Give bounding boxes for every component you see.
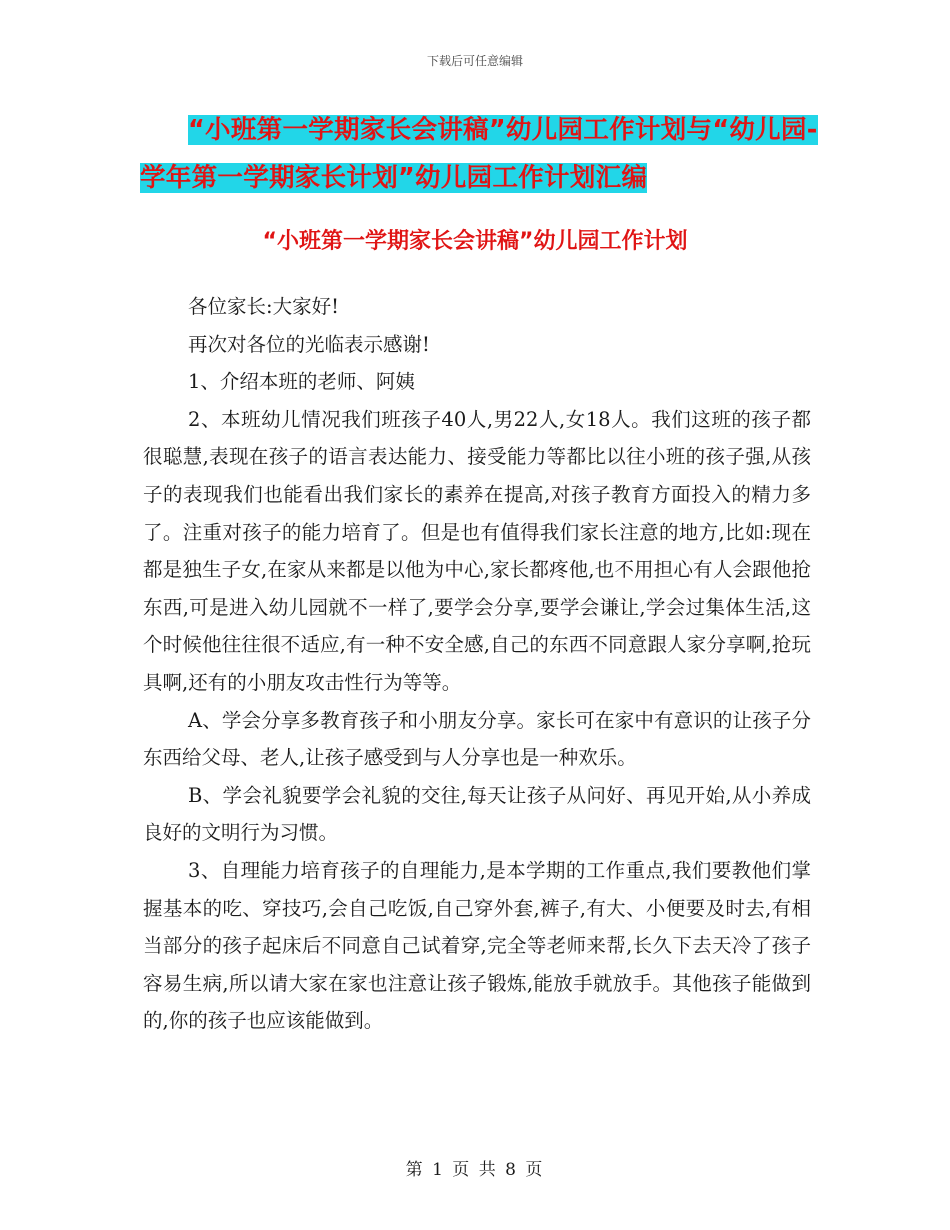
section-title: “小班第一学期家长会讲稿”幼儿园工作计划: [262, 229, 688, 254]
paragraph-item-1: 1、介绍本班的老师、阿姨: [188, 370, 415, 394]
main-title-text: “小班第一学期家长会讲稿”幼儿园工作计划与“幼儿园-学年第一学期家长计划”幼儿园工作计划汇编: [140, 115, 818, 193]
paragraph-item-b: B、学会礼貌要学会礼貌的交往,每天让孩子从问好、再见开始,从小养成良好的文明行为习惯。: [143, 783, 811, 845]
document-main-title: [140, 106, 840, 202]
document-body: [143, 288, 811, 1040]
paragraph-item-3: 3、自理能力培育孩子的自理能力,是本学期的工作重点,我们要教他们掌握基本的吃、穿技巧,会自己吃饭,自己穿外套,裤子,有大、小便要及时去,有相当部分的孩子起床后不同意自己试着穿,完全等老师来帮,长久下去天冷了孩子容易生病,所以请大家在家也注意让孩子锻炼,能放手就放手。其他孩子能做到的,你的孩子也应该能做到。: [143, 858, 811, 1033]
paragraph-greeting: 各位家长:大家好!: [188, 295, 339, 318]
paragraph-thanks: 再次对各位的光临表示感谢!: [188, 332, 430, 356]
header-note: 下载后可任意编辑: [426, 54, 523, 68]
paragraph-item-2: 2、本班幼儿情况我们班孩子40人,男22人,女18人。我们这班的孩子都很聪慧,表现在孩子的语言表达能力、接受能力等都比以往小班的孩子强,从孩子的表现我们也能看出我们家长的素养在提高,对孩子教育方面投入的精力多了。注重对孩子的能力培育了。但是也有值得我们家长注意的地方,比如:现在都是独生子女,在家从来都是以他为中心,家长都疼他,也不用担心有人会跟他抢东西,可是进入幼儿园就不一样了,要学会分享,要学会谦让,学会过集体生活,这个时候他往往很不适应,有一种不安全感,自己的东西不同意跟人家分享啊,抢玩具啊,还有的小朋友攻击性行为等等。: [143, 407, 811, 694]
paragraph-item-a: A、学会分享多教育孩子和小朋友分享。家长可在家中有意识的让孩子分东西给父母、老人,让孩子感受到与人分享也是一种欢乐。: [143, 708, 811, 770]
page-footer: 第 1 页 共 8 页: [405, 1160, 545, 1180]
